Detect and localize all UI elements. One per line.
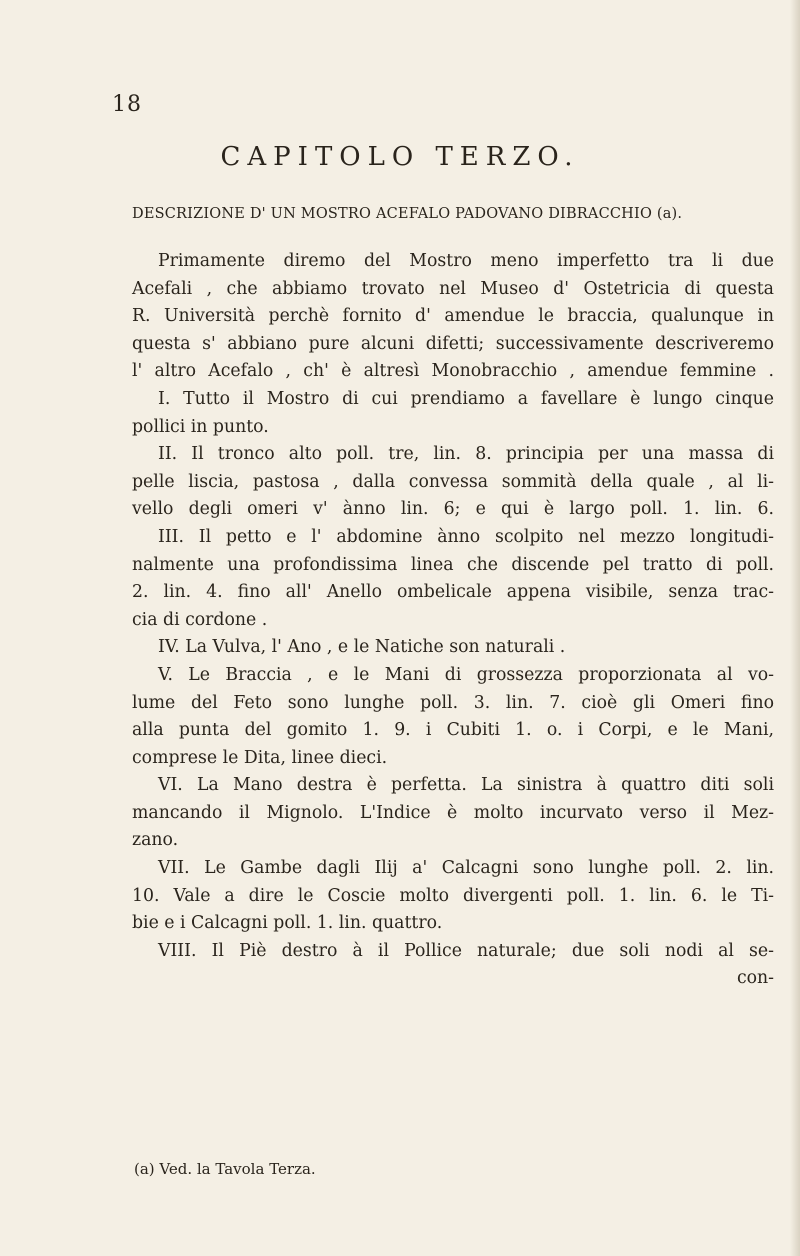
- text-line: Acefali , che abbiamo trovato nel Museo d' Ostetricia di questa: [132, 278, 774, 299]
- text-line: VIII. Il Piè destro à il Pollice naturale; due soli nodi al se-: [158, 940, 774, 961]
- text-line: lume del Feto sono lunghe poll. 3. lin. 7. cioè gli Omeri fino: [132, 692, 774, 713]
- text-line: bie e i Calcagni poll. 1. lin. quattro.: [132, 913, 443, 934]
- text-line: pollici in punto.: [132, 416, 269, 437]
- text-line: II. Il tronco alto poll. tre, lin. 8. principia per una massa di: [158, 444, 774, 465]
- page-edge: [790, 0, 800, 1256]
- text-line: pelle liscia, pastosa , dalla convessa sommità della quale , al li-: [132, 471, 774, 492]
- text-line: Primamente diremo del Mostro meno imperfetto tra li due: [158, 251, 774, 271]
- text-line: VI. La Mano destra è perfetta. La sinistra à quattro diti soli: [158, 775, 774, 796]
- text-line: alla punta del gomito 1. 9. i Cubiti 1. o. i Corpi, e le Mani,: [132, 720, 774, 741]
- footnote: (a) Ved. la Tavola Terza.: [134, 1160, 316, 1178]
- text-line: V. Le Braccia , e le Mani di grossezza proporzionata al vo-: [158, 664, 774, 685]
- text-line: 10. Vale a dire le Coscie molto divergenti poll. 1. lin. 6. le Ti-: [132, 885, 774, 906]
- text-line: vello degli omeri v' ànno lin. 6; e qui è largo poll. 1. lin. 6.: [132, 499, 774, 520]
- catchword: con-: [736, 968, 774, 989]
- text-line: comprese le Dita, linee dieci.: [132, 747, 388, 768]
- text-line: III. Il petto e l' abdomine ànno scolpito nel mezzo longitudi-: [158, 526, 774, 547]
- text-line: zano.: [132, 830, 179, 851]
- text-line: I. Tutto il Mostro di cui prendiamo a favellare è lungo cinque: [158, 388, 774, 409]
- text-line: 2. lin. 4. fino all' Anello ombelicale appena visibile, senza trac-: [132, 582, 774, 603]
- text-line: VII. Le Gambe dagli Ilij a' Calcagni sono lunghe poll. 2. lin.: [158, 858, 774, 879]
- text-line: IV. La Vulva, l' Ano , e le Natiche son naturali .: [158, 637, 566, 658]
- text-line: R. Università perchè fornito d' amendue le braccia, qualunque in: [132, 306, 774, 327]
- text-line: l' altro Acefalo , ch' è altresì Monobracchio , amendue femmine .: [132, 361, 774, 382]
- page-number: 18: [112, 92, 142, 117]
- text-line: cia di cordone .: [132, 609, 268, 630]
- text-line: nalmente una profondissima linea che discende pel tratto di poll.: [132, 554, 774, 575]
- text-line: questa s' abbiano pure alcuni difetti; successivamente descriveremo: [132, 333, 774, 354]
- text-line: mancando il Mignolo. L'Indice è molto incurvato verso il Mez-: [132, 802, 774, 823]
- body-text: [132, 248, 774, 993]
- chapter-subtitle: DESCRIZIONE D' UN MOSTRO ACEFALO PADOVANO DIBRACCHIO (a).: [132, 206, 683, 222]
- chapter-title: CAPITOLO TERZO.: [220, 142, 580, 172]
